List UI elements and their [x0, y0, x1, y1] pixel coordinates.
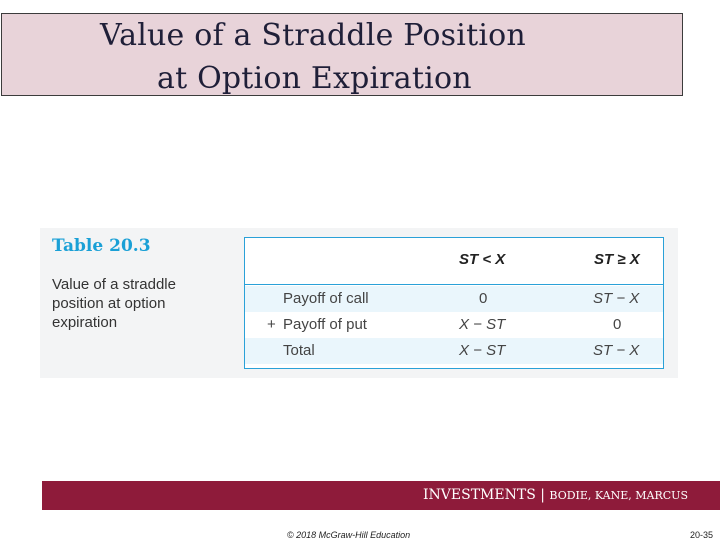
- footer-authors: BODIE, KANE, MARCUS: [549, 489, 688, 502]
- cell-st-ge-x: 0: [613, 316, 622, 333]
- cell-st-less-x: X − ST: [459, 342, 506, 359]
- slide-title-line-1: Value of a Straddle Position: [100, 18, 526, 53]
- row-label: Payoff of put: [283, 316, 367, 333]
- table-row: [245, 338, 663, 364]
- copyright-notice: © 2018 McGraw-Hill Education: [287, 530, 411, 540]
- row-prefix: +: [267, 316, 276, 333]
- table-description: Value of a straddle position at option expiration: [52, 276, 176, 331]
- row-label: Payoff of call: [283, 290, 369, 307]
- table-caption: Table 20.3: [52, 236, 151, 256]
- slide-title-line-2: at Option Expiration: [157, 61, 472, 96]
- cell-st-ge-x: ST − X: [593, 342, 640, 359]
- payoff-table: [244, 237, 664, 369]
- footer-brand: INVESTMENTS: [423, 487, 536, 503]
- cell-st-less-x: X − ST: [459, 316, 506, 333]
- page-number: 20-35: [690, 530, 714, 540]
- header-col-st-ge-x: ST ≥ X: [594, 251, 640, 268]
- table-row: [245, 286, 663, 312]
- footer-separator: |: [540, 487, 545, 503]
- footer-bar: [42, 481, 720, 510]
- footer-credits: [423, 487, 688, 503]
- row-label: Total: [283, 342, 315, 359]
- table-row: [245, 312, 663, 338]
- cell-st-less-x: 0: [479, 290, 488, 307]
- cell-st-ge-x: ST − X: [593, 290, 640, 307]
- header-col-st-less-x: ST < X: [459, 251, 506, 268]
- table-header-row: [245, 238, 663, 285]
